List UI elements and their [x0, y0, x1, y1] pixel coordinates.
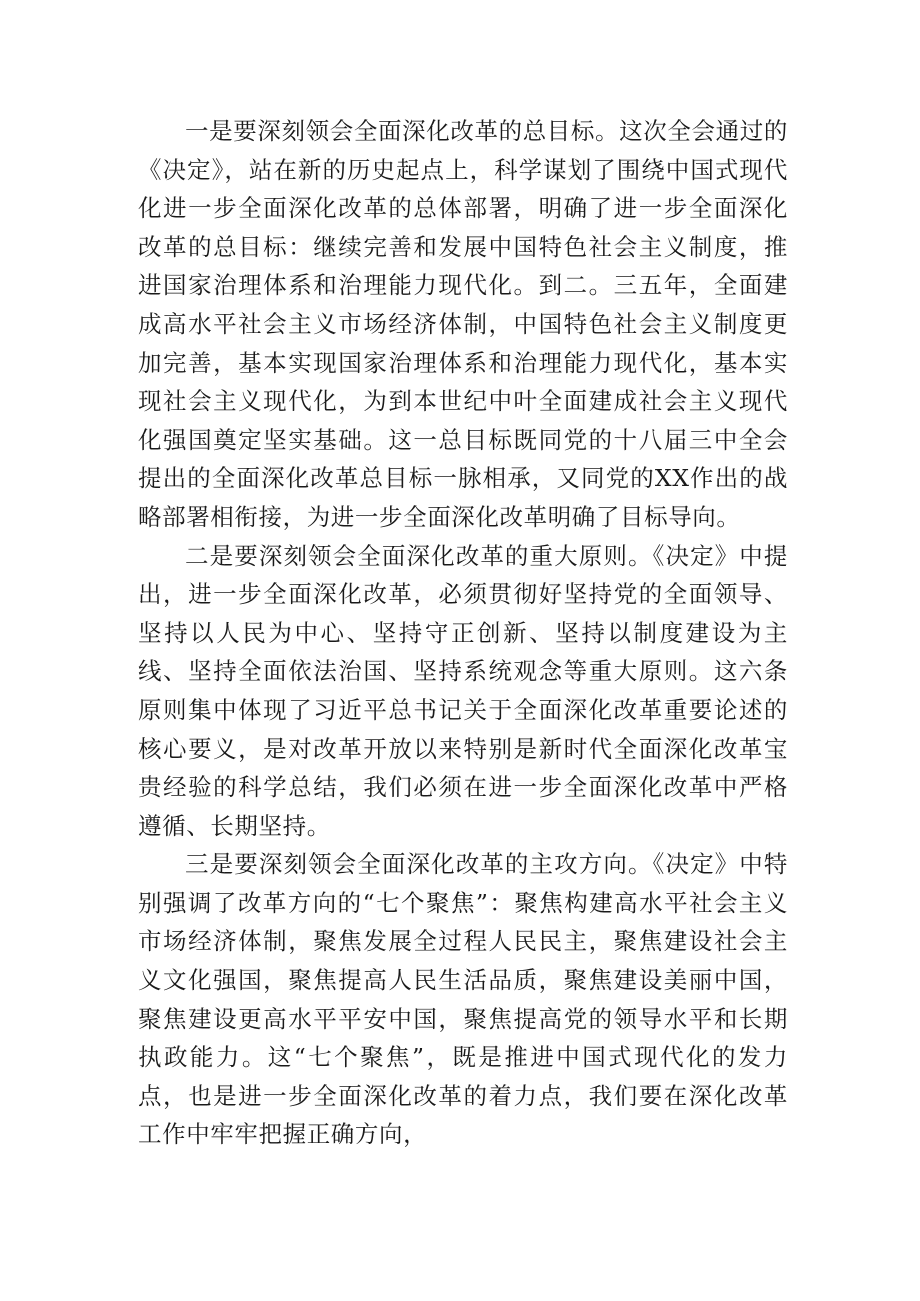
- document-body: [138, 112, 788, 1154]
- paragraph-overall-goal: 一是要深刻领会全面深化改革的总目标。这次全会通过的《决定》，站在新的历史起点上，科学谋划了围绕中国式现代化进一步全面深化改革的总体部署，明确了进一步全面深化改革的总目标：继续完善和发展中国特色社会主义制度，推进国家治理体系和治理能力现代化。到二。三五年，全面建成高水平社会主义市场经济体制，中国特色社会主义制度更加完善，基本实现国家治理体系和治理能力现代化，基本实现社会主义现代化，为到本世纪中叶全面建成社会主义现代化强国奠定坚实基础。这一总目标既同党的十八届三中全会提出的全面深化改革总目标一脉相承，又同党的XX作出的战略部署相衔接，为进一步全面深化改革明确了目标导向。: [138, 117, 788, 531]
- paragraph-major-principles: 二是要深刻领会全面深化改革的重大原则。《决定》中提出，进一步全面深化改革，必须贯彻好坚持党的全面领导、坚持以人民为中心、坚持守正创新、坚持以制度建设为主线、坚持全面依法治国、坚持系统观念等重大原则。这六条原则集中体现了习近平总书记关于全面深化改革重要论述的核心要义，是对改革开放以来特别是新时代全面深化改革宝贵经验的科学总结，我们必须在进一步全面深化改革中严格遵循、长期坚持。: [138, 541, 788, 840]
- paragraph-main-direction: 三是要深刻领会全面深化改革的主攻方向。《决定》中特别强调了改革方向的“七个聚焦”：聚焦构建高水平社会主义市场经济体制，聚焦发展全过程人民民主，聚焦建设社会主义文化强国，聚焦提高人民生活品质，聚焦建设美丽中国，聚焦建设更高水平平安中国，聚焦提高党的领导水平和长期执政能力。这“七个聚焦”，既是推进中国式现代化的发力点，也是进一步全面深化改革的着力点，我们要在深化改革工作中牢牢把握正确方向，: [138, 850, 788, 1149]
